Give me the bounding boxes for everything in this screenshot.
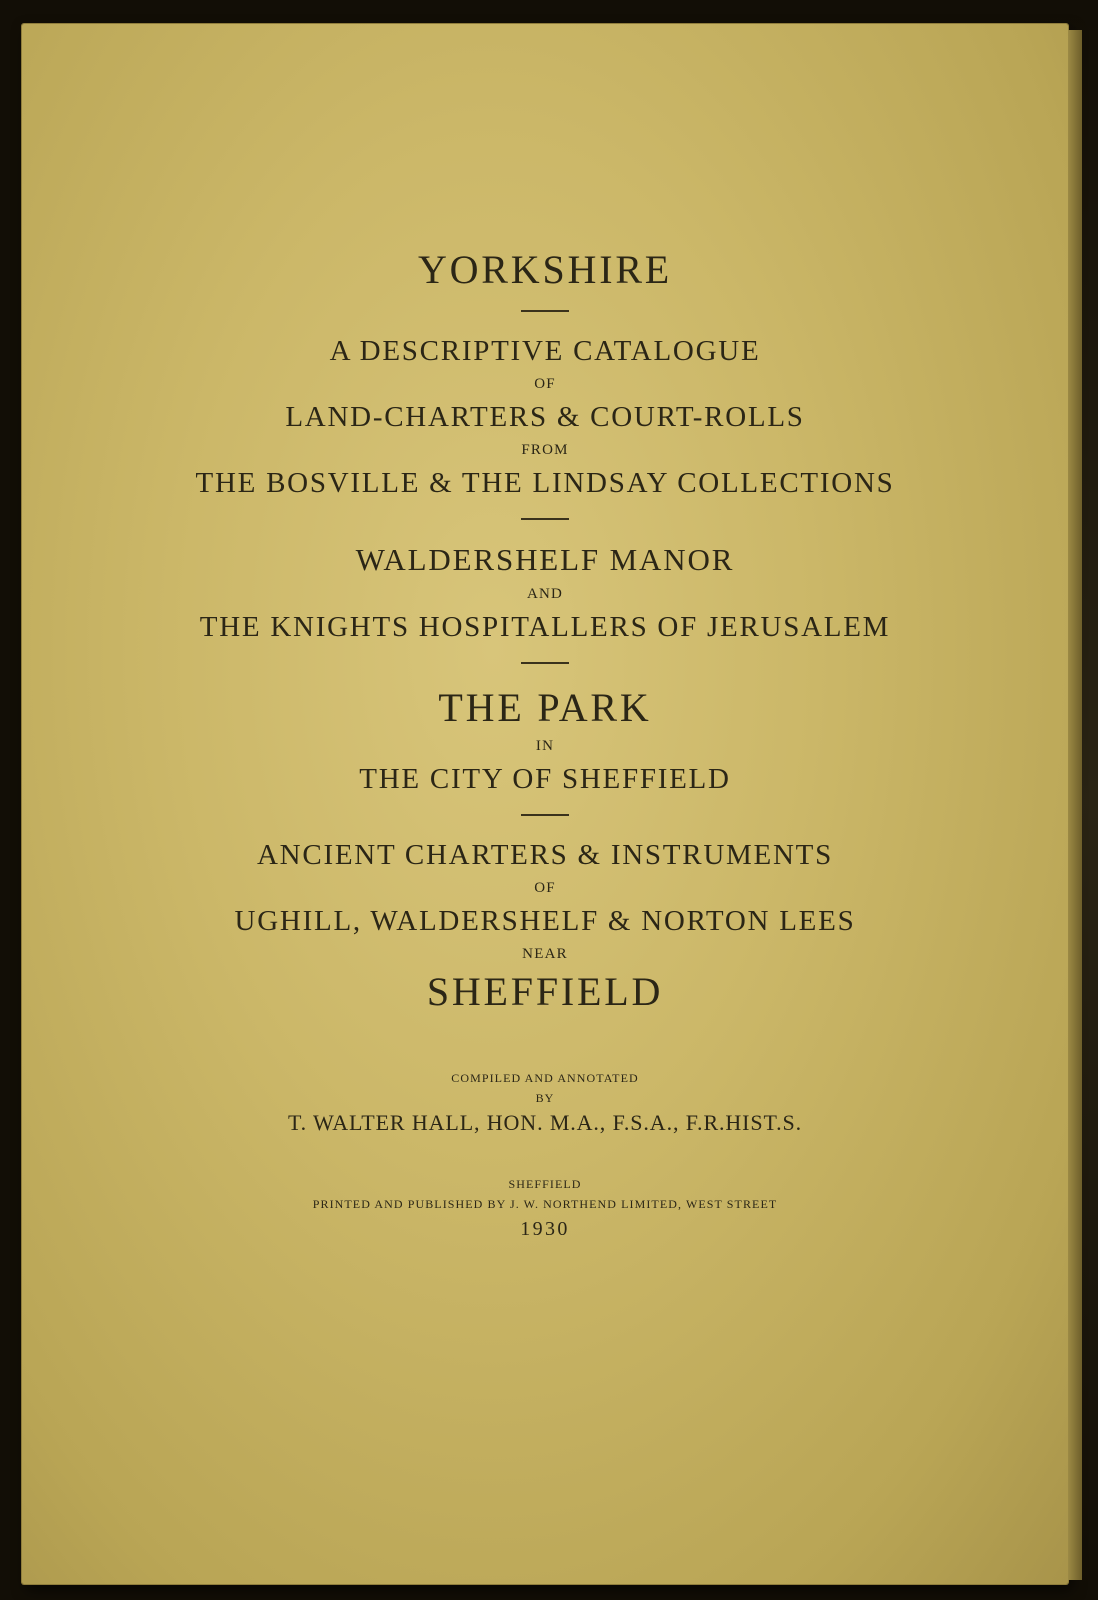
charters-heading: ANCIENT CHARTERS & INSTRUMENTS [257,839,833,871]
by-label: BY [535,1091,555,1105]
divider-rule [521,518,569,520]
sheffield-heading: SHEFFIELD [426,969,664,1014]
compiled-label: COMPILED AND ANNOTATED [451,1071,639,1085]
divider-rule [521,662,569,664]
connector-of: OF [534,880,556,896]
divider-rule [521,814,569,816]
knights-heading: THE KNIGHTS HOSPITALLERS OF JERUSALEM [199,611,891,643]
manor-heading: WALDERSHELF MANOR [355,542,735,577]
imprint-publisher: PRINTED AND PUBLISHED BY J. W. NORTHEND LIMITED, WEST STREET [312,1197,778,1211]
imprint-year: 1930 [520,1218,570,1240]
catalogue-heading: A DESCRIPTIVE CATALOGUE [329,335,761,367]
city-heading: THE CITY OF SHEFFIELD [359,763,731,795]
catalogue-subject: LAND-CHARTERS & COURT-ROLLS [285,401,805,433]
connector-of: OF [534,376,556,392]
places-heading: UGHILL, WALDERSHELF & NORTON LEES [234,905,856,937]
imprint-place: SHEFFIELD [508,1177,582,1191]
book-cover [22,24,1068,1584]
connector-in: IN [535,738,555,754]
connector-from: FROM [521,442,569,458]
cover-title: YORKSHIRE [417,247,673,292]
author-name: T. WALTER HALL, HON. M.A., F.S.A., F.R.HIST.S. [287,1110,803,1135]
cover-text [22,244,1068,1244]
park-heading: THE PARK [438,685,652,730]
catalogue-source: THE BOSVILLE & THE LINDSAY COLLECTIONS [195,467,895,499]
connector-and: AND [526,586,564,602]
divider-rule [521,310,569,312]
connector-near: NEAR [522,946,568,962]
